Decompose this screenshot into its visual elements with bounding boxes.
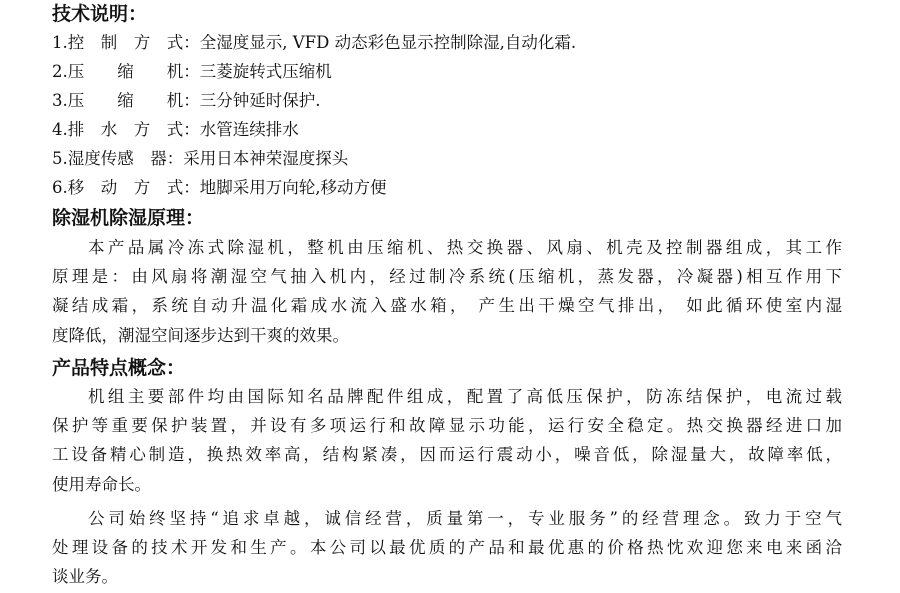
principle-line: 原理是：由风扇将潮湿空气抽入机内，经过制冷系统(压缩机，蒸发器，冷凝器)相互作用下	[52, 267, 842, 286]
spec-humidity-sensor: 5.湿度传感 器：采用日本神荣湿度探头	[52, 149, 349, 168]
spec-drainage-mode: 4.排 水 方 式：水管连续排水	[52, 120, 299, 139]
features-heading: 产品特点概念：	[52, 357, 186, 379]
company-line: 处理设备的技术开发和生产。本公司以最优质的产品和最优惠的价格热忱欢迎您来电来函洽	[52, 538, 842, 557]
company-line: 谈业务。	[52, 567, 118, 586]
spec-compressor-type: 2.压 缩 机：三菱旋转式压缩机	[52, 62, 332, 81]
features-line: 工设备精心制造，换热效率高，结构紧凑，因而运行震动小，噪音低，除湿量大，故障率低，	[52, 445, 842, 464]
spec-control-mode: 1.控 制 方 式：全湿度显示, VFD 动态彩色显示控制除湿,自动化霜.	[52, 33, 577, 52]
company-line: 公司始终坚持“追求卓越，诚信经营，质量第一，专业服务”的经营理念。致力于空气	[88, 509, 842, 528]
principle-line: 本产品属冷冻式除湿机，整机由压缩机、热交换器、风扇、机壳及控制器组成，其工作	[88, 238, 842, 257]
tech-heading: 技术说明：	[52, 3, 148, 25]
features-line: 机组主要部件均由国际知名品牌配件组成，配置了高低压保护，防冻结保护，电流过载	[88, 387, 842, 406]
spec-movement-mode: 6.移 动 方 式：地脚采用万向轮,移动方便	[52, 178, 387, 197]
principle-line: 度降低，潮湿空间逐步达到干爽的效果。	[52, 326, 349, 345]
principle-line: 凝结成霜，系统自动升温化霜成水流入盛水箱， 产生出干燥空气排出， 如此循环使室内湿	[52, 296, 842, 315]
principle-heading: 除湿机除湿原理：	[52, 207, 205, 229]
spec-compressor-protection: 3.压 缩 机：三分钟延时保护.	[52, 91, 321, 110]
features-line: 保护等重要保护装置，并设有多项运行和故障显示功能，运行安全稳定。热交换器经进口加	[52, 416, 842, 435]
features-line: 使用寿命长。	[52, 475, 151, 494]
